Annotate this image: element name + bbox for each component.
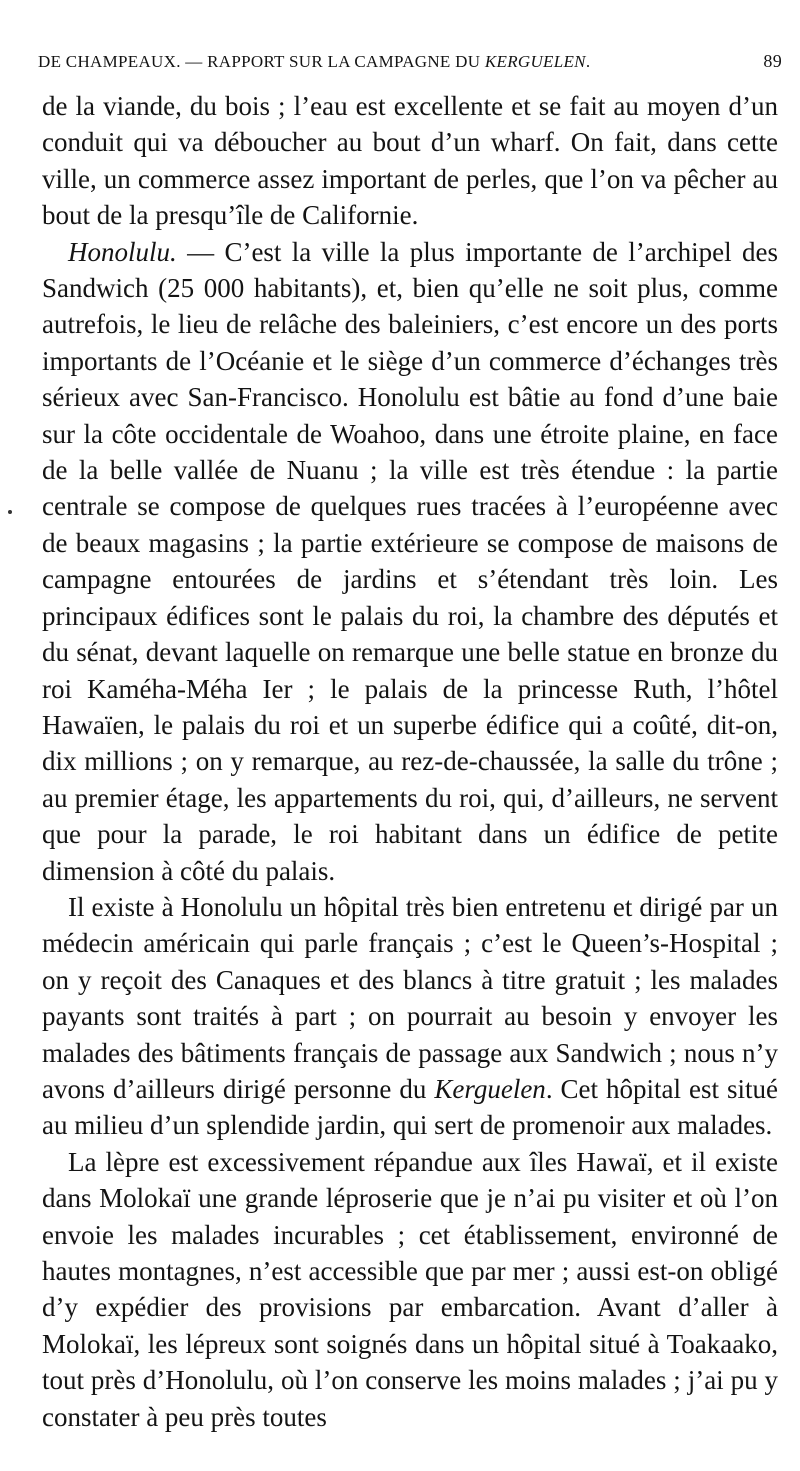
page-number: 89 xyxy=(763,51,782,71)
margin-speck xyxy=(8,510,12,514)
paragraph-1: de la viande, du bois ; l’eau est excellente et se fait au moyen d’un conduit qui va déboucher au bout d’un wharf. On fait, dans cette ville, un commerce assez important de perles, que l’on va pêcher au bout de la presqu’île de Californie. xyxy=(42,91,778,231)
running-head-ship: KERGUELEN xyxy=(484,52,586,71)
paragraph-3-text-after: . Cet hôpital est situé au milieu d’un splendide jardin, qui sert de promenoir aux malades. xyxy=(42,1073,778,1141)
section-lead-honolulu: Honolulu. xyxy=(68,236,177,267)
running-head-prefix: DE CHAMPEAUX. — RAPPORT SUR LA CAMPAGNE DU xyxy=(38,52,481,71)
paragraph-3 xyxy=(42,889,778,1144)
body-text xyxy=(42,88,778,1435)
paragraph-2 xyxy=(42,234,778,889)
paragraph-3-text-before: Il existe à Honolulu un hôpital très bien entretenu et dirigé par un médecin américain qui parle français ; c’est le Queen’s-Hospital ; on y reçoit des Canaques et des blancs à titre gratuit ; les malades payants sont traités à part ; on pourrait au besoin y envoyer les malades des bâtiments français de passage aux Sandwich ; nous n’y avons d’ailleurs dirigé personne du xyxy=(42,891,778,1104)
running-head-suffix: . xyxy=(585,52,591,71)
ship-name: Kerguelen xyxy=(434,1073,546,1104)
paragraph-4: La lèpre est excessivement répandue aux îles Hawaï, et il existe dans Molokaï une grande léproserie que je n’ai pu visiter et où l’on envoie les malades incurables ; cet établissement, environné de hautes montagnes, n’est accessible que par mer ; aussi est-on obligé d’y expédier des provisions par embarcation. Avant d’aller à Molokaï, les lépreux sont soignés dans un hôpital situé à Toakaako, tout près d’Honolulu, où l’on conserve les moins malades ; j’ai pu y constater à peu près toutes xyxy=(42,1146,778,1432)
paragraph-2-text: — C’est la ville la plus importante de l’archipel des Sandwich (25 000 habitants), et, bien qu’elle ne soit plus, comme autrefois, le lieu de relâche des baleiniers, c’est encore un des ports importants de l’Océanie et le siège d’un commerce d’échanges très sérieux avec San-Francisco. Honolulu est bâtie au fond d’une baie sur la côte occidentale de Woahoo, dans une étroite plaine, en face de la belle vallée de Nuanu ; la ville est très étendue : la partie centrale se compose de quelques rues tracées à l’européenne avec de beaux magasins ; la partie extérieure se compose de maisons de campagne entourées de jardins et s’étendant très loin. Les principaux édifices sont le palais du roi, la chambre des députés et du sénat, devant laquelle on remarque une belle statue en bronze du roi Kaméha-Méha Ier ; le palais de la princesse Ruth, l’hôtel Hawaïen, le palais du roi et un superbe édifice qui a coûté, dit-on, dix millions ; on y remarque, au rez-de-chaussée, la salle du trône ; au premier étage, les appartements du roi, qui, d’ailleurs, ne servent que pour la parade, le roi habitant dans un édifice de petite dimension à côté du palais. xyxy=(42,236,778,886)
running-head xyxy=(38,0,782,82)
running-head-title xyxy=(38,52,590,72)
